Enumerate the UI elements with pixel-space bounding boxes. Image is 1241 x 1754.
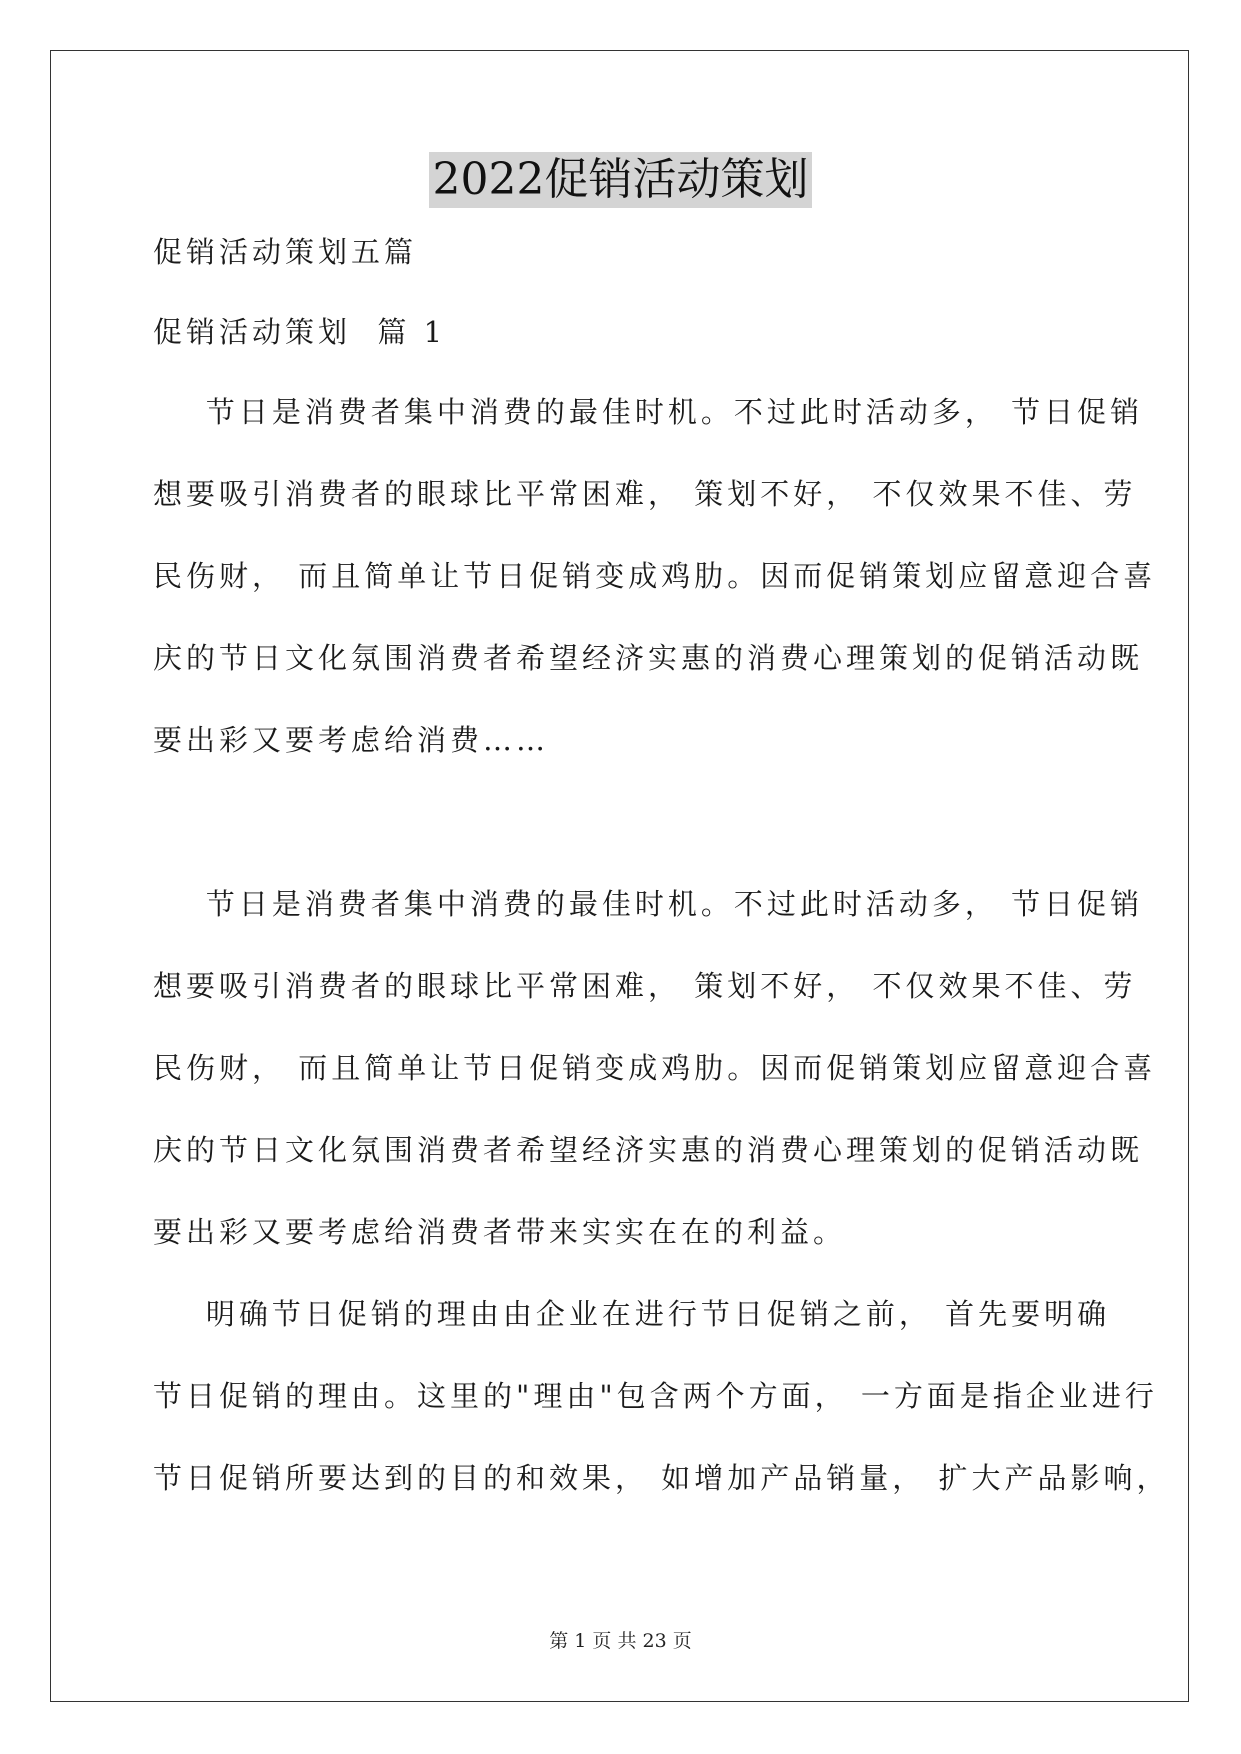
paragraph-line: 民伤财， 而且简单让节日促销变成鸡肋。因而促销策划应留意迎合喜 <box>153 559 1157 593</box>
paragraph-1 <box>153 392 1157 760</box>
title-container <box>0 152 1241 208</box>
paragraph-2 <box>153 884 1157 1252</box>
paragraph-line: 民伤财， 而且简单让节日促销变成鸡肋。因而促销策划应留意迎合喜 <box>153 1051 1157 1085</box>
paragraph-spacer <box>153 802 1093 884</box>
paragraph-line: 庆的节日文化氛围消费者希望经济实惠的消费心理策划的促销活动既 <box>153 1133 1144 1167</box>
paragraph-line: 节日促销的理由。这里的"理由"包含两个方面， 一方面是指企业进行 <box>153 1379 1158 1413</box>
paragraph-line: 庆的节日文化氛围消费者希望经济实惠的消费心理策划的促销活动既 <box>153 641 1144 675</box>
paragraph-line: 节日是消费者集中消费的最佳时机。不过此时活动多， 节日促销 <box>153 395 1144 429</box>
paragraph-line: 想要吸引消费者的眼球比平常困难， 策划不好， 不仅效果不佳、劳 <box>153 477 1137 511</box>
paragraph-line: 想要吸引消费者的眼球比平常困难， 策划不好， 不仅效果不佳、劳 <box>153 969 1137 1003</box>
paragraph-line: 节日是消费者集中消费的最佳时机。不过此时活动多， 节日促销 <box>153 887 1144 921</box>
paragraph-line: 节日促销所要达到的目的和效果， 如增加产品销量， 扩大产品影响， <box>153 1461 1170 1495</box>
document-body <box>153 232 1170 1540</box>
section-heading: 促销活动策划 篇 1 <box>153 315 447 349</box>
document-subtitle: 促销活动策划五篇 <box>153 235 418 269</box>
page-number-footer: 第 1 页 共 23 页 <box>549 1630 692 1652</box>
paragraph-line: 要出彩又要考虑给消费…… <box>153 723 550 757</box>
paragraph-3 <box>153 1294 1170 1498</box>
document-title: 2022促销活动策划 <box>429 152 813 208</box>
paragraph-line: 要出彩又要考虑给消费者带来实实在在的利益。 <box>153 1215 847 1249</box>
paragraph-line: 明确节日促销的理由由企业在进行节日促销之前， 首先要明确 <box>153 1297 1111 1331</box>
